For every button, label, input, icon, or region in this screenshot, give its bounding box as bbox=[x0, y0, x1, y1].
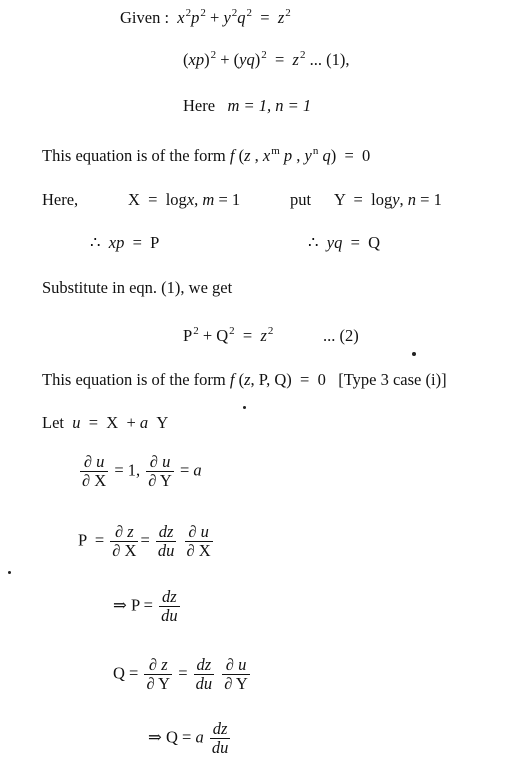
Y-def: Y = logy, n = 1 bbox=[334, 190, 442, 209]
given-equation: Given : $x^2p^2 + y^2q^2 = z^2$ bbox=[120, 7, 291, 27]
implies-symbol: ⇒ bbox=[113, 595, 127, 615]
therefore-symbol-2: ∴ bbox=[308, 233, 319, 252]
Q-result: ⇒ Q = a $\frac{dz}{du}$ bbox=[148, 719, 229, 757]
ink-dot-3 bbox=[8, 571, 11, 574]
ink-dot bbox=[412, 352, 416, 356]
form-text-2: This equation is of the form bbox=[42, 370, 226, 389]
let-u-line: Let u = X + a Y bbox=[42, 413, 169, 432]
m-n-values: m = 1, n = 1 bbox=[227, 96, 312, 115]
substitute-text: Substitute in eqn. (1), we get bbox=[42, 278, 233, 297]
here-comma-label: Here, bbox=[42, 190, 79, 209]
X-def: X = logx, m = 1 bbox=[128, 190, 241, 209]
here-mn-line bbox=[183, 96, 311, 116]
equation-1-tag: ... (1), bbox=[309, 50, 350, 69]
P-result: ⇒ P = $\frac{dz}{du}$ bbox=[113, 587, 178, 625]
equation-2: $P^2 + Q^2 = z^2$ bbox=[183, 325, 274, 345]
Q-expansion: Q = $\frac{\partial z}{\partial Y}$ = $\frac{dz}{du}$ $\frac{\partial u}{\partial Y}$ bbox=[113, 655, 248, 693]
form-line-1: This equation is of the form f (z , $x^m$ p , $y^n$ q) = 0 bbox=[42, 145, 371, 165]
equation-2-tag: ... (2) bbox=[323, 326, 359, 345]
type-tag: [Type 3 case (i)] bbox=[338, 370, 447, 389]
Q-def: ∴ yq = Q bbox=[308, 233, 381, 252]
P-expansion: P = $\frac{\partial z}{\partial X}$ = $\frac{dz}{du}$ $\frac{\partial u}{\partial X}$ bbox=[78, 522, 211, 560]
form-line-2: This equation is of the form f (z, P, Q) = 0 [Type 3 case (i)] bbox=[42, 370, 447, 389]
substitution-line bbox=[42, 190, 78, 210]
du-dY-fraction: $\frac{\partial u}{\partial Y}$ bbox=[148, 452, 172, 490]
equation-1: $(xp)^2 + (yq)^2 = z^2$ ... (1), bbox=[183, 49, 350, 69]
du-dX-fraction: $\frac{\partial u}{\partial X}$ bbox=[82, 452, 107, 490]
implies-symbol-2: ⇒ bbox=[148, 727, 162, 747]
partials-line: $\frac{\partial u}{\partial X}$ = 1, $\frac{\partial u}{\partial Y}$ = a bbox=[82, 452, 202, 490]
therefore-symbol: ∴ bbox=[90, 233, 101, 252]
P-def: ∴ xp = P bbox=[90, 233, 160, 252]
put-label: put bbox=[290, 190, 312, 209]
here-label: Here bbox=[183, 96, 216, 115]
form-text: This equation is of the form bbox=[42, 146, 226, 165]
let-label: Let bbox=[42, 413, 64, 432]
given-label: Given : bbox=[120, 8, 170, 27]
ink-dot-2 bbox=[243, 406, 246, 409]
